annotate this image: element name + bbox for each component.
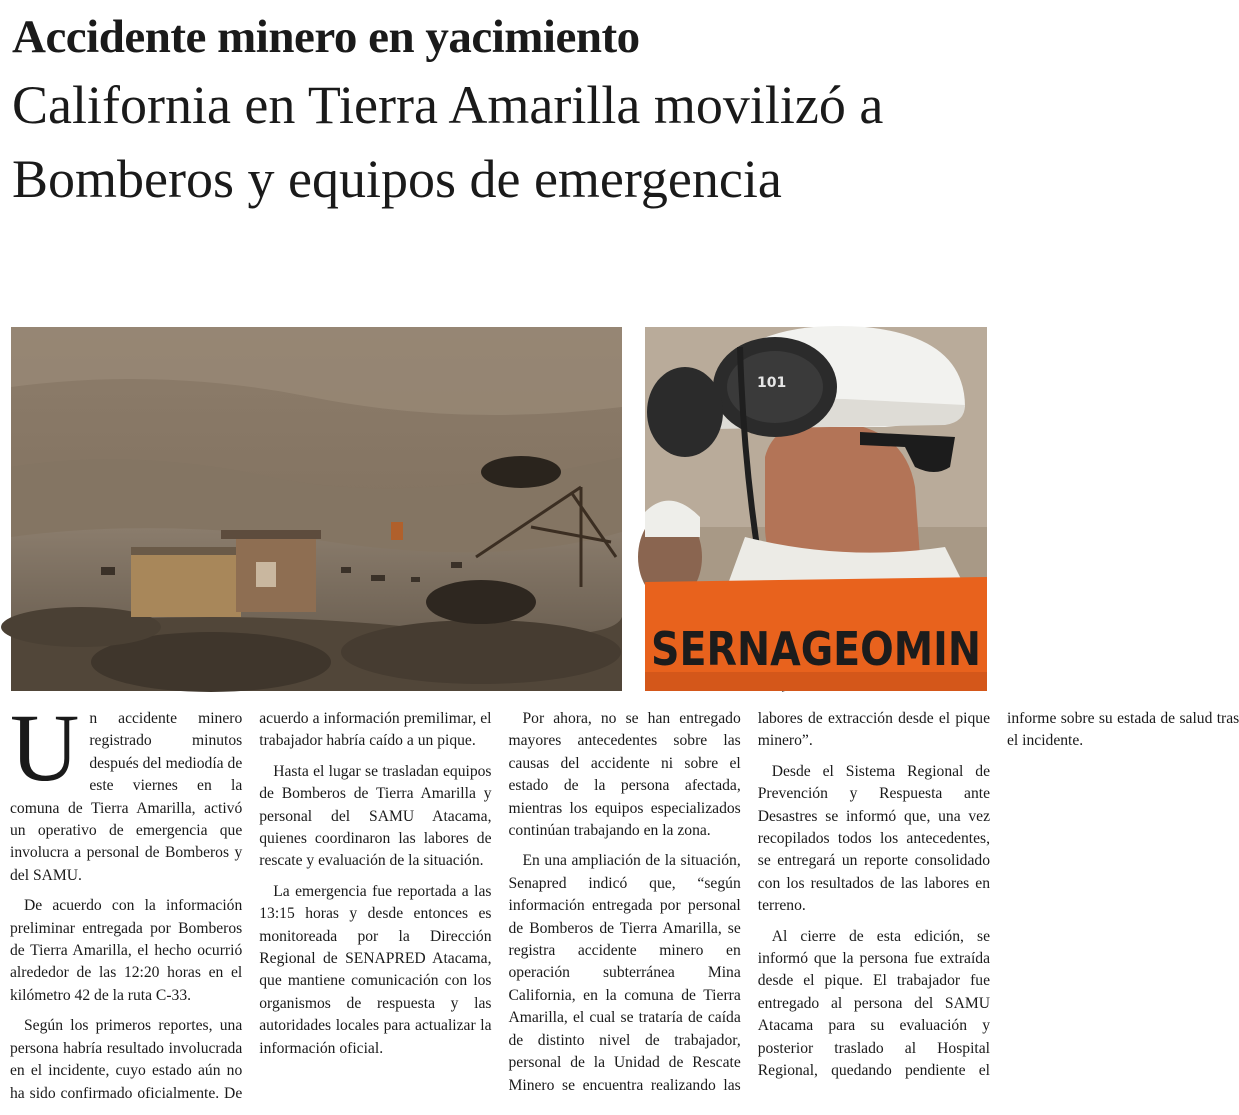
rescue-worker-photo (645, 327, 987, 691)
mine-site-photo (11, 327, 622, 691)
headline-title: California en Tierra Amarilla movilizó a Bomberos y equipos de emergencia (12, 75, 884, 209)
rescue-worker-illustration (645, 327, 987, 691)
article-paragraph: Desde el Sistema Regional de Prevención y Respuesta ante Desastres se informó que, una vez recopilados todos los antecedentes, se entregará un reporte consolidado con los resultados de las labores en terreno. (757, 762, 990, 915)
article-paragraph: Hasta el lugar se trasladan equipos de Bomberos de Tierra Amarilla y personal del SAMU Atacama, quienes coordinaron las labores de rescate y evaluación de la situación. (259, 762, 492, 870)
vest-label: SERNAGEOMIN (651, 622, 981, 676)
article-paragraph: La emergencia fue reportada a las 13:15 horas y desde entonces es monitoreada por la Dirección Regional de SENAPRED Atacama, que mantiene comunicación con los organismos de respuesta y las autoridades locales para actualizar la información oficial. (259, 882, 492, 1057)
article-paragraph-text: n accidente minero registrado minutos después del mediodía de este viernes en la comuna de Tierra Amarilla, activó un operativo de emergencia que involucra a personal de Bomberos y del SAMU. (10, 710, 243, 884)
article-paragraph (10, 694, 243, 887)
article-paragraph: Al cierre de esta edición, se informó que la persona fue extraída desde el pique. El trabajador fue entregado al persona del SAMU Atacama para su evaluación y posterior traslado al Hospital Regional, quedando pendiente el informe sobre su estada de salud tras el incidente. (757, 710, 1239, 1080)
article-paragraph: Según los primeros reportes, una persona habría resultado involucrada en el incidente, cuyo estado aún no ha sido confirmado oficialmente. De acuerdo a información premilimar, el trabajador habría caído a un pique. (10, 710, 492, 1102)
article-paragraph: Por ahora, no se han entregado mayores antecedentes sobre las causas del accidente ni sobre el estado de la persona afectada, mientras los equipos especializados continúan trabajando en la zona. (508, 710, 741, 840)
mine-site-illustration (11, 327, 622, 691)
drop-cap: U (10, 694, 80, 801)
article-paragraph: En una ampliación de la situación, Senapred indicó que, “según información entregada por personal de Bomberos de Tierra Amarilla, se registra accidente minero en operación subterránea Mina California, en la comuna de Tierra Amarilla, el cual se trataría de caída de distinto nivel de trabajador, personal de la Unidad de Rescate Minero se encuentra realizando las labores de extracción desde el pique minero”. (508, 710, 990, 1094)
article-paragraph: De acuerdo con la información preliminar entregada por Bomberos de Tierra Amarilla, el hecho ocurrió alrededor de las 12:20 horas en el kilómetro 42 de la ruta C-33. (10, 897, 243, 1004)
headline (12, 6, 987, 216)
headline-kicker: Accidente minero en yacimiento (12, 11, 640, 63)
article-body (10, 694, 1239, 1108)
earmuff-label: 101 (757, 375, 787, 391)
